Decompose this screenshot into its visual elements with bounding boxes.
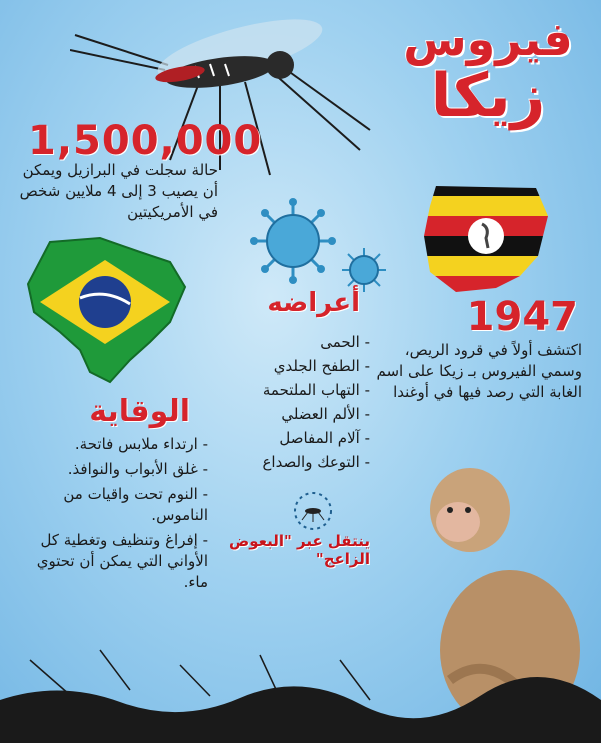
page-title [403, 12, 573, 131]
title-line1: فيروس [403, 12, 573, 66]
list-item: - غلق الأبواب والنوافذ. [67, 460, 208, 478]
list-item: - الحمى [320, 333, 370, 351]
discovery-description: اكتشف أولاً في قرود الريص، وسمي الفيروس بـ زيكا على اسم الغابة التي رصد فيها في أوغندا [376, 341, 582, 401]
title-line2: زيكا [430, 61, 546, 131]
list-item: - النوم تحت واقيات من الناموس. [63, 485, 208, 524]
mosquito-ring-icon [288, 488, 338, 534]
virus-small-icon [340, 246, 388, 294]
list-item: - الطفح الجلدي [273, 357, 370, 375]
virus-icon [248, 196, 338, 286]
case-count-description: حالة سجلت في البرازيل ويمكن أن يصيب 3 إلى 4 ملايين شخص في الأمريكيتين [19, 161, 218, 221]
list-item: - آلام المفاصل [279, 429, 370, 447]
case-count: 1,500,000 [28, 118, 263, 164]
prevention-title: الوقاية [89, 394, 190, 429]
mosquito-swarm-decoration [0, 640, 601, 743]
list-item: - الألم العضلي [281, 405, 370, 423]
brazil-map [20, 232, 190, 392]
transmission-text: ينتقل عبر "البعوض الزاعج" [229, 532, 370, 568]
uganda-map [416, 176, 556, 296]
prevention-list [18, 434, 208, 597]
discovery-year: 1947 [466, 294, 578, 340]
list-item: - إفراغ وتنظيف وتغطية كل الأواني التي يمكن أن تحتوي ماء. [36, 531, 208, 591]
list-item: - ارتداء ملابس فاتحة. [74, 435, 208, 453]
list-item: - التهاب الملتحمة [262, 381, 370, 399]
list-item: - التوعك والصداع [262, 453, 370, 471]
symptoms-list [210, 330, 370, 474]
symptoms-title: أعراضه [267, 288, 360, 318]
